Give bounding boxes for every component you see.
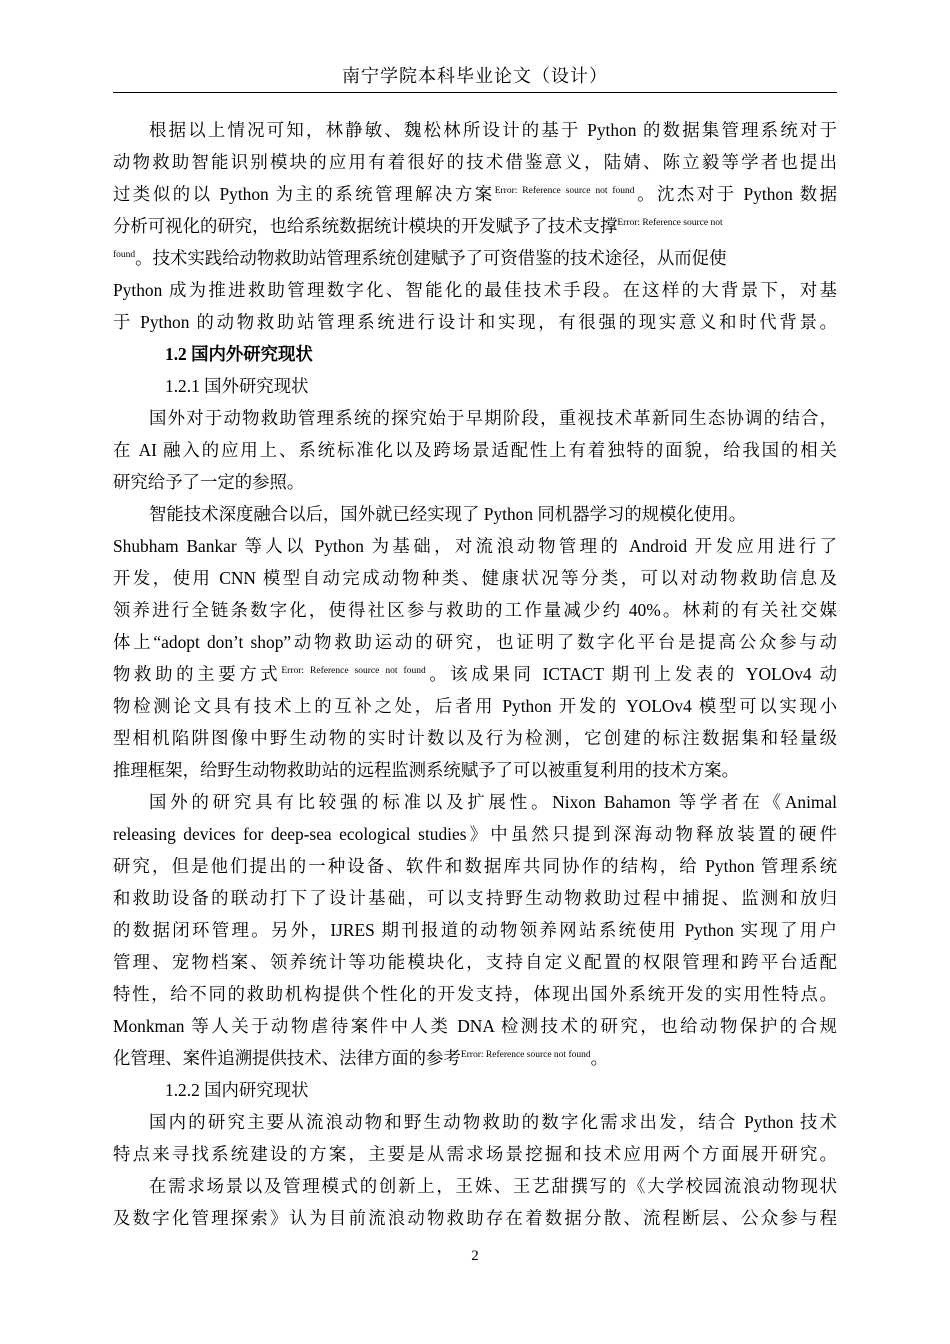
- paragraph-line: [113, 1170, 837, 1202]
- subsection-heading: [113, 1074, 837, 1106]
- paragraph-line: [113, 498, 837, 530]
- line-text: 国内的研究主要从流浪动物和野生动物救助的数字化需求出发，结合 Python 技术: [149, 1112, 837, 1132]
- reference-error-note: Error: Reference source not found: [494, 186, 635, 196]
- paragraph-line: [113, 1106, 837, 1138]
- paragraph-line: [113, 1202, 837, 1234]
- line-text: 和救助设备的联动打下了设计基础，可以支持野生动物救助过程中捕捉、监测和放归: [113, 888, 837, 908]
- paragraph-line: [113, 178, 837, 210]
- line-text: 及数字化管理探索》认为目前流浪动物救助存在着数据分散、流程断层、公众参与程: [113, 1208, 837, 1228]
- page-number: 2: [471, 1248, 479, 1264]
- line-text: Python 成为推进救助管理数字化、智能化的最佳技术手段。在这样的大背景下，对基: [113, 280, 837, 300]
- paragraph-line: [113, 914, 837, 946]
- line-text: 国外的研究具有比较强的标准以及扩展性。Nixon Bahamon 等学者在《Animal: [149, 792, 837, 812]
- line-text: 开发，使用 CNN 模型自动完成动物种类、健康状况等分类，可以对动物救助信息及: [113, 568, 837, 588]
- line-text: 的数据闭环管理。另外，IJRES 期刊报道的动物领养网站系统使用 Python 实现了用户: [113, 920, 837, 940]
- line-text: 物检测论文具有技术上的互补之处，后者用 Python 开发的 YOLOv4 模型可以实现小: [113, 696, 837, 716]
- line-text: 推理框架，给野生动物救助站的远程监测系统赋予了可以被重复利用的技术方案。: [113, 760, 740, 780]
- line-text: 动物救助智能识别模块的应用有着很好的技术借鉴意义，陆婧、陈立毅等学者也提出: [113, 152, 837, 172]
- section-heading: [113, 338, 837, 370]
- paragraph-line: [113, 1042, 837, 1074]
- paragraph-line: [113, 1138, 837, 1170]
- line-text: 1.2 国内外研究现状: [165, 344, 313, 364]
- paragraph-line: [113, 626, 837, 658]
- paragraph-line: [113, 306, 837, 338]
- paragraph-line: [113, 402, 837, 434]
- paragraph-line: [113, 786, 837, 818]
- line-text-after-ref: 。沈杰对于 Python 数据: [634, 184, 838, 204]
- line-text: 研究，但是他们提出的一种设备、软件和数据库共同协作的结构，给 Python 管理系统: [113, 856, 837, 876]
- paragraph-line: [113, 722, 837, 754]
- line-text: 智能技术深度融合以后，国外就已经实现了 Python 同机器学习的规模化使用。: [149, 504, 747, 524]
- line-text: 分析可视化的研究，也给系统数据统计模块的开发赋予了技术支撑: [113, 216, 618, 236]
- paragraph-line: [113, 850, 837, 882]
- line-text-after-ref: 。技术实践给动物救助站管理系统创建赋予了可资借鉴的技术途径，从而促使: [135, 248, 727, 268]
- reference-error-note: Error: Reference source not found: [460, 1050, 591, 1060]
- line-text: 于 Python 的动物救助站管理系统进行设计和实现，有很强的现实意义和时代背景。: [113, 312, 837, 332]
- document-body: [113, 114, 837, 1234]
- line-text: 1.2.1 国外研究现状: [165, 376, 309, 396]
- paragraph-line: [113, 210, 837, 242]
- line-text: 特性，给不同的救助机构提供个性化的开发支持，体现出国外系统开发的实用性特点。: [113, 984, 837, 1004]
- line-text: 物救助的主要方式: [113, 664, 282, 684]
- line-text-after-ref: 。: [590, 1048, 609, 1068]
- page-header-title: 南宁学院本科毕业论文（设计）: [342, 66, 608, 86]
- paragraph-line: [113, 882, 837, 914]
- paragraph-line: [113, 562, 837, 594]
- paragraph-line: [113, 690, 837, 722]
- line-text: 1.2.2 国内研究现状: [165, 1080, 309, 1100]
- paragraph-line: [113, 946, 837, 978]
- line-text: 型相机陷阱图像中野生动物的实时计数以及行为检测，它创建的标注数据集和轻量级: [113, 728, 837, 748]
- line-text: 国外对于动物救助管理系统的探究始于早期阶段，重视技术革新同生态协调的结合，: [149, 408, 837, 428]
- reference-error-note: Error: Reference source not found: [281, 666, 426, 676]
- line-text: 在 AI 融入的应用上、系统标准化以及跨场景适配性上有着独特的面貌，给我国的相关: [113, 440, 837, 460]
- subsection-heading: [113, 370, 837, 402]
- line-text: 根据以上情况可知，林静敏、魏松林所设计的基于 Python 的数据集管理系统对于: [149, 120, 837, 140]
- paragraph-line: [113, 274, 837, 306]
- line-text: 化管理、案件追溯提供技术、法律方面的参考: [113, 1048, 461, 1068]
- reference-error-note: found: [113, 250, 136, 260]
- line-text: Shubham Bankar 等人以 Python 为基础，对流浪动物管理的 Android 开发应用进行了: [113, 536, 837, 556]
- line-text: 研究给予了一定的参照。: [113, 472, 305, 492]
- paragraph-line: [113, 146, 837, 178]
- paragraph-line: [113, 754, 837, 786]
- paragraph-line: [113, 434, 837, 466]
- paragraph-line: [113, 114, 837, 146]
- paragraph-line: [113, 658, 837, 690]
- paragraph-line: [113, 530, 837, 562]
- line-text: 体上“adopt don’t shop”动物救助运动的研究，也证明了数字化平台是提高公众参与动: [113, 632, 837, 652]
- line-text: releasing devices for deep-sea ecological studies》中虽然只提到深海动物释放装置的硬件: [113, 824, 837, 844]
- paragraph-line: [113, 594, 837, 626]
- line-text-after-ref: 。该成果同 ICTACT 期刊上发表的 YOLOv4 动: [425, 664, 838, 684]
- line-text: Monkman 等人关于动物虐待案件中人类 DNA 检测技术的研究，也给动物保护的合规: [113, 1016, 837, 1036]
- line-text: 特点来寻找系统建设的方案，主要是从需求场景挖掘和技术应用两个方面展开研究。: [113, 1144, 837, 1164]
- header-divider: [113, 92, 837, 93]
- paragraph-line: [113, 242, 837, 274]
- line-text: 过类似的以 Python 为主的系统管理解决方案: [113, 184, 495, 204]
- paragraph-line: [113, 466, 837, 498]
- line-text: 领养进行全链条数字化，使得社区参与救助的工作量减少约 40%。林莉的有关社交媒: [113, 600, 837, 620]
- line-text: 在需求场景以及管理模式的创新上，王姝、王艺甜撰写的《大学校园流浪动物现状: [149, 1176, 837, 1196]
- paragraph-line: [113, 1010, 837, 1042]
- line-text: 管理、宠物档案、领养统计等功能模块化，支持自定义配置的权限管理和跨平台适配: [113, 952, 837, 972]
- reference-error-note: Error: Reference source not: [617, 218, 723, 228]
- paragraph-line: [113, 978, 837, 1010]
- paragraph-line: [113, 818, 837, 850]
